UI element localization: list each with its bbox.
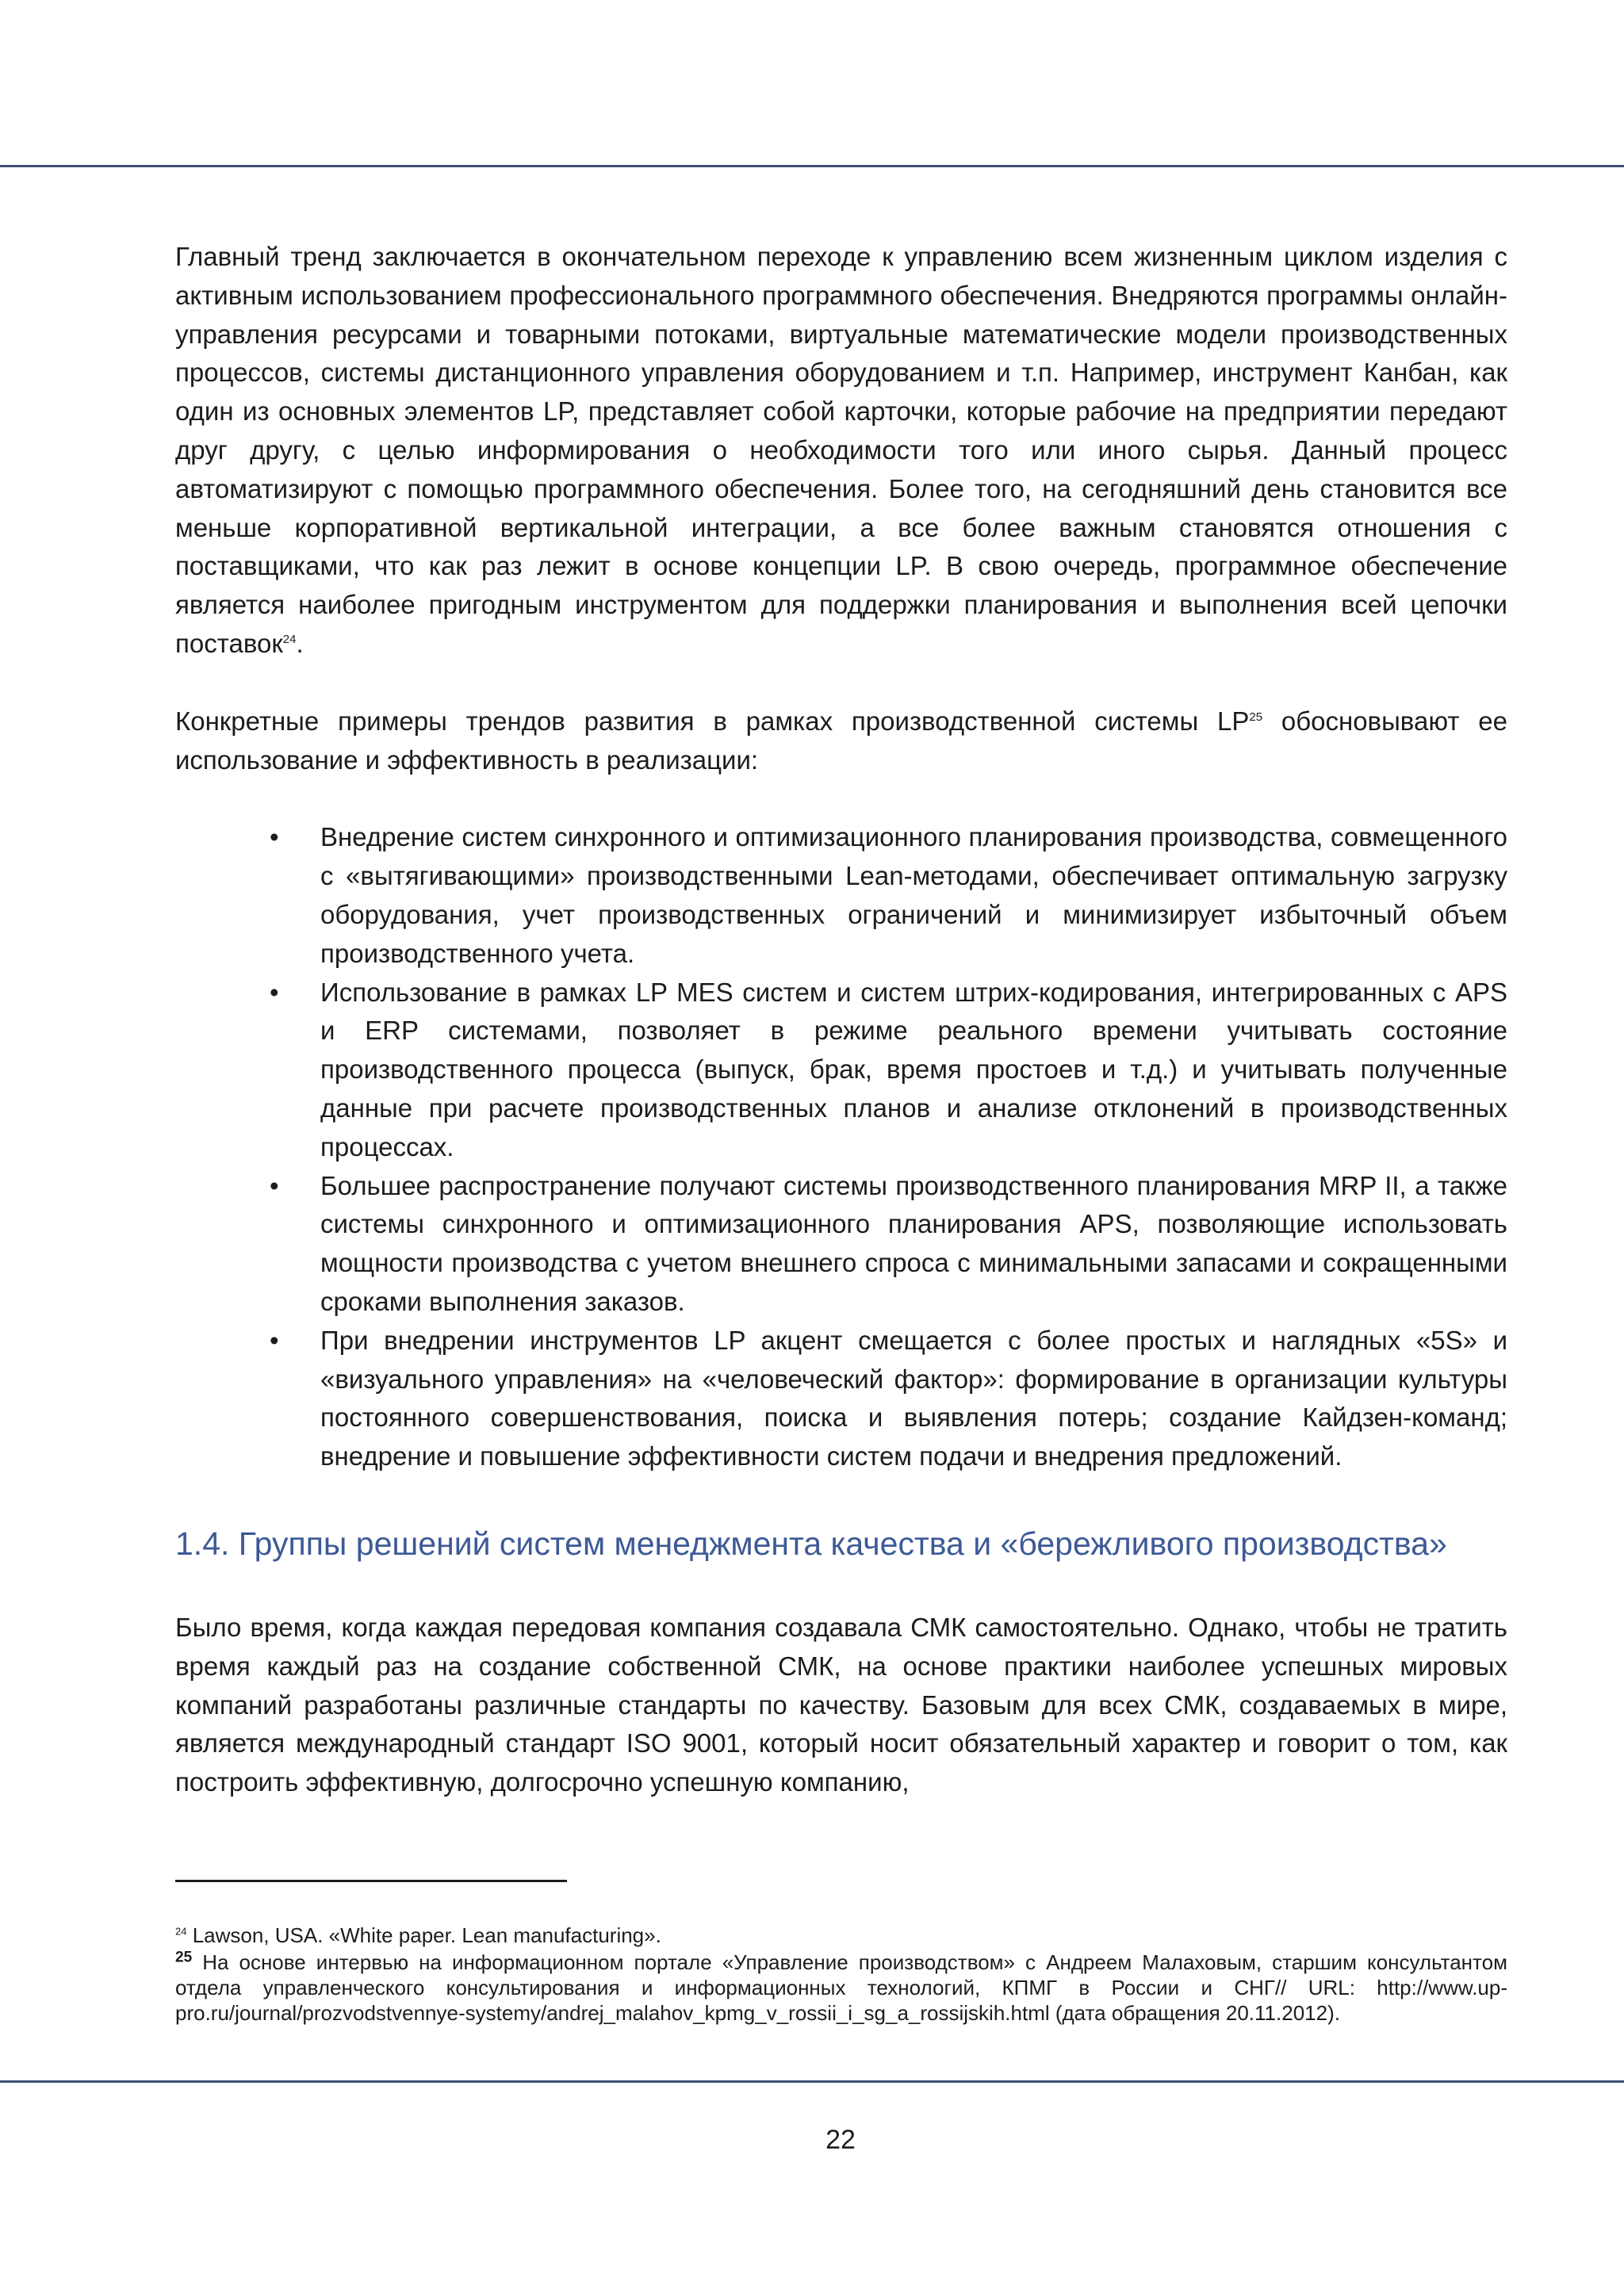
page-number: 22	[825, 2125, 856, 2155]
paragraph-trend: Главный тренд заключается в окончательном переходе к управлению всем жизненным циклом изделия с активным использованием профессионального программного обеспечения. Внедряются программы онлайн-управления ресурсами и товарными потоками, виртуальные математические модели производственных процессов, системы дистанционного управления оборудованием и т.п. Например, инструмент Канбан, как один из основных элементов LP, представляет собой карточки, которые рабочие на предприятии передают друг другу, с целью информирования о необходимости того или иного сырья. Данный процесс автоматизируют с помощью программного обеспечения. Более того, на сегодняшний день становится все меньше корпоративной вертикальной интеграции, а все более важным становятся отношения с поставщиками, что как раз лежит в основе концепции LP. В свою очередь, программное обеспечение является наиболее пригодным инструментом для поддержки планирования и выполнения всей цепочки поставок$^{24}$.	[175, 242, 1507, 658]
footnote-number: 24	[175, 1925, 187, 1938]
section-heading: 1.4. Группы решений систем менеджмента качества и «бережливого производства»	[175, 1525, 1447, 1562]
list-item: • Использование в рамках LP MES систем и систем штрих-кодирования, интегрированных с APS и ERP системами, позволяет в режиме реального времени учитывать состояние производственного процесса (выпуск, брак, время простоев и т.д.) и учитывать полученные данные при расчете производственных планов и анализе отклонений в производственных процессах.	[320, 974, 1507, 1167]
bullet-icon: •	[270, 1325, 279, 1355]
header-rule	[0, 165, 1624, 167]
list-item: • Внедрение систем синхронного и оптимизационного планирования производства, совмещенного с «вытягивающими» производственными Lean-методами, обеспечивает оптимальную загрузку оборудования, учет производственных ограничений и минимизирует избыточный объем производственного учета.	[320, 818, 1507, 973]
footnote-ref-24[interactable]: 24	[282, 632, 297, 646]
footnote-number: 25	[175, 1949, 193, 1966]
bullet-icon: •	[270, 822, 279, 852]
bullet-icon: •	[270, 1170, 279, 1200]
footnote-24: $^{24}$ Lawson, USA. «White paper. Lean manufacturing».	[175, 1923, 661, 1947]
footnote-ref-25[interactable]: 25	[1249, 710, 1263, 724]
footnote-25: $^{25}$ На основе интервью на информационном портале «Управление производством» с Андреем Малаховым, старшим консультантом отдела управленческого консультирования и информационных технологий, КПМГ в России и СНГ// URL: http://www.up-pro.ru/journal/prozvodstvennye-systemy/andrej_malahov_kpmg_v_rossii_i_sg_a_rossijskih.html (дата обращения 20.11.2012).	[175, 1949, 1507, 2025]
list-item: • Большее распространение получают системы производственного планирования MRP II, а также системы синхронного и оптимизационного планирования APS, позволяющие использовать мощности производства с учетом внешнего спроса с минимальными запасами и сокращенными сроками выполнения заказов.	[320, 1167, 1507, 1322]
paragraph-examples: Конкретные примеры трендов развития в рамках производственной системы LP$^{25}$ обосновывают ее использование и эффективность в реализации:	[175, 706, 1507, 775]
trend-list	[175, 818, 1507, 1476]
list-item: • При внедрении инструментов LP акцент смещается с более простых и наглядных «5S» и «визуального управления» на «человеческий фактор»: формирование в организации культуры постоянного совершенствования, поиска и выявления потерь; создание Кайдзен-команд; внедрение и повышение эффективности систем подачи и внедрения предложений.	[320, 1322, 1507, 1476]
page-body	[175, 238, 1507, 1802]
paragraph-qms: Было время, когда каждая передовая компания создавала СМК самостоятельно. Однако, чтобы не тратить время каждый раз на создание собственной СМК, на основе практики наиболее успешных мировых компаний разработаны различные стандарты по качеству. Базовым для всех СМК, создаваемых в мире, является международный стандарт ISO 9001, который носит обязательный характер и говорит о том, как построить эффективную, долгосрочно успешную компанию,	[175, 1612, 1507, 1797]
footnotes	[175, 1923, 1507, 2027]
footnote-separator	[175, 1880, 567, 1882]
bullet-icon: •	[270, 977, 279, 1007]
footer-rule	[0, 2080, 1624, 2083]
